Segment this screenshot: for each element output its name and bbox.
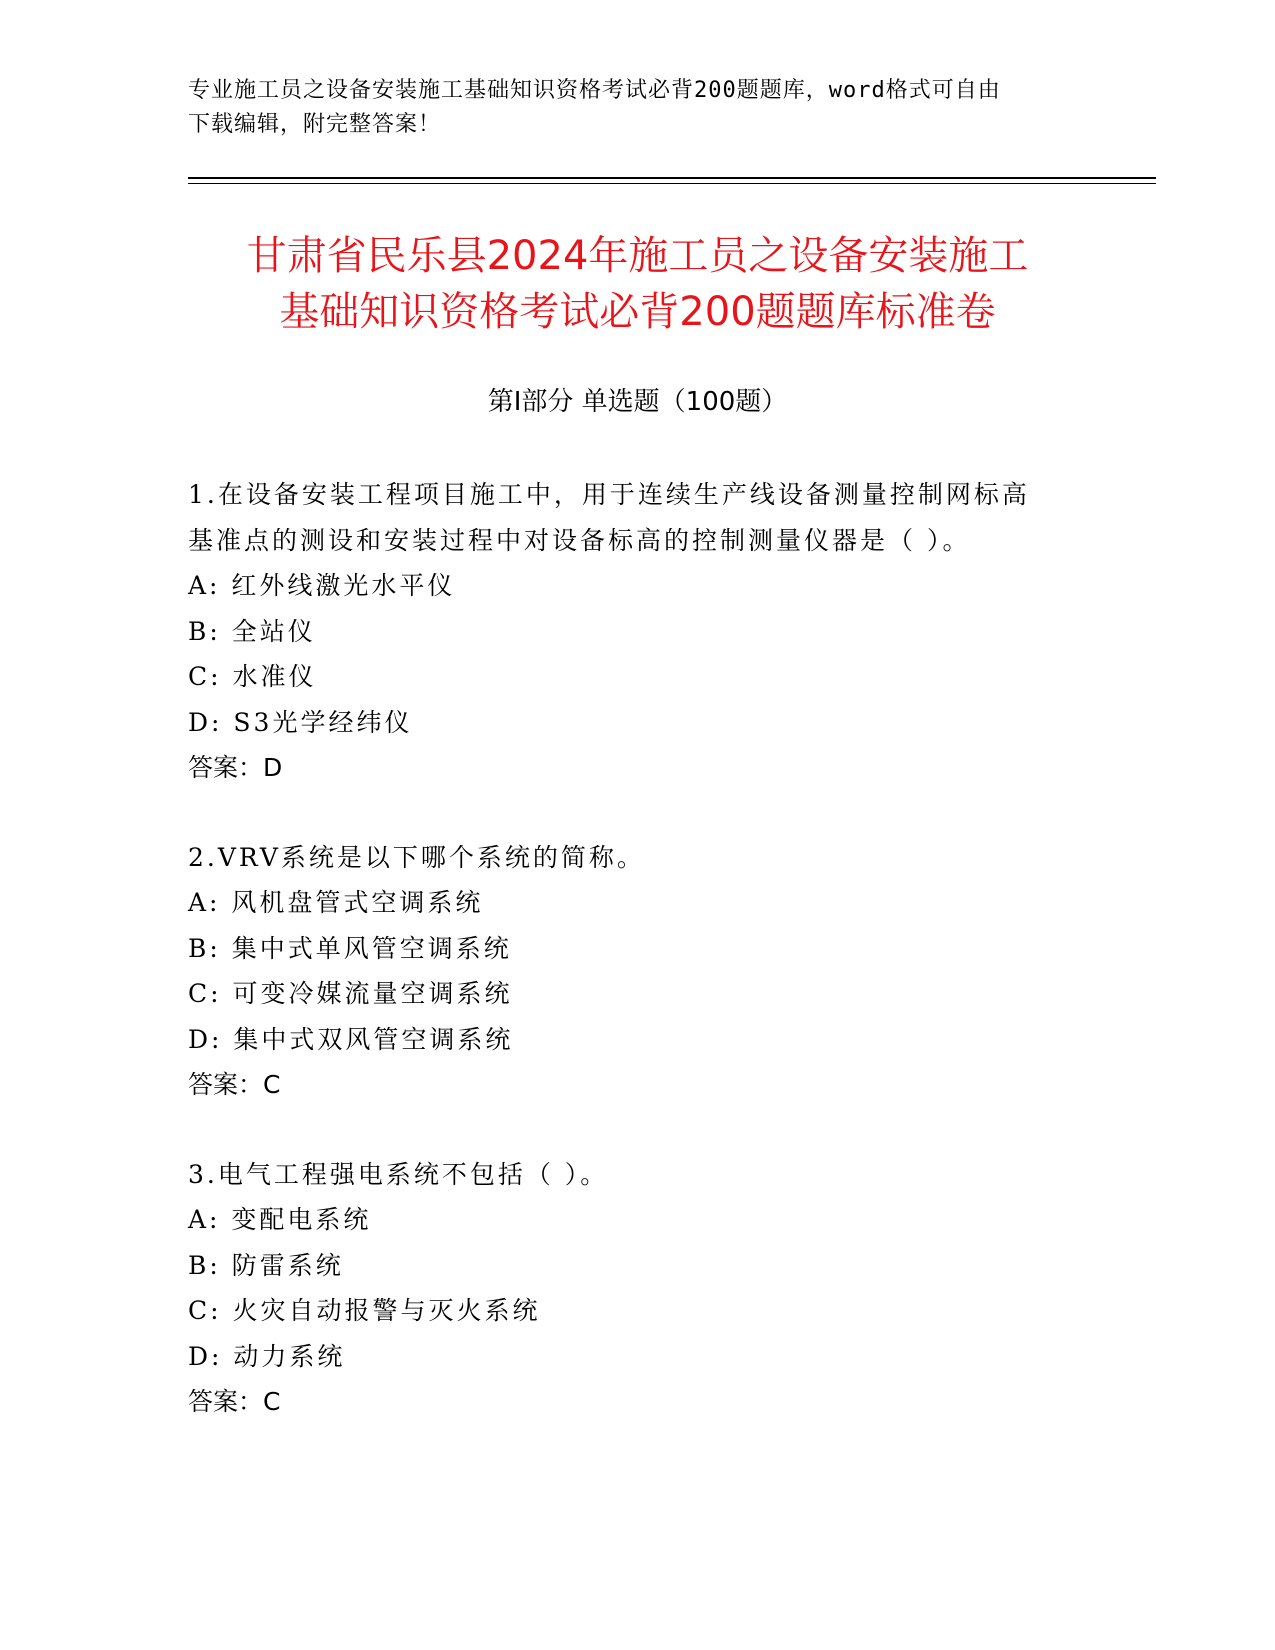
- answer: 答案：D: [188, 753, 283, 782]
- question-list: [188, 472, 1088, 1425]
- header-divider-thick: [188, 177, 1156, 179]
- option-b: B: 全站仪: [188, 616, 316, 646]
- document-title: [140, 228, 1135, 340]
- header-note: [188, 74, 1088, 142]
- option-c: C: 水准仪: [188, 662, 317, 691]
- option-c: C: 火灾自动报警与灭火系统: [188, 1296, 541, 1325]
- option-d: D: 动力系统: [188, 1341, 346, 1371]
- document-title-line-1: 甘肃省民乐县2024年施工员之设备安装施工: [246, 233, 1029, 279]
- option-a: A: 风机盘管式空调系统: [188, 888, 484, 917]
- header-note-line-2: 下载编辑，附完整答案！: [188, 112, 442, 137]
- document-title-line-2: 基础知识资格考试必背200题题库标准卷: [279, 289, 996, 335]
- option-d: D: 集中式双风管空调系统: [188, 1024, 514, 1054]
- question-stem: 3.电气工程强电系统不包括（ ）。: [188, 1159, 609, 1189]
- answer: 答案：C: [188, 1070, 281, 1099]
- header-note-line-1: 专业施工员之设备安装施工基础知识资格考试必背200题题库，word格式可自由: [188, 78, 1001, 103]
- option-b: B: 集中式单风管空调系统: [188, 933, 512, 963]
- option-c: C: 可变冷媒流量空调系统: [188, 979, 513, 1008]
- header-divider-thin: [188, 183, 1156, 184]
- option-a: A: 红外线激光水平仪: [188, 571, 456, 600]
- question-3: [188, 1152, 1088, 1425]
- option-b: B: 防雷系统: [188, 1250, 344, 1280]
- section-title: 第Ⅰ部分 单选题（100题）: [487, 387, 788, 417]
- answer: 答案：C: [188, 1387, 281, 1416]
- question-stem: 1.在设备安装工程项目施工中，用于连续生产线设备测量控制网标高: [188, 480, 1030, 509]
- question-2: [188, 835, 1088, 1108]
- option-d: D: S3光学经纬仪: [188, 707, 413, 737]
- question-1: [188, 472, 1088, 791]
- option-a: A: 变配电系统: [188, 1205, 372, 1234]
- question-stem-continued: 基准点的测设和安装过程中对设备标高的控制测量仪器是（ ）。: [188, 525, 971, 555]
- question-stem: 2.VRV系统是以下哪个系统的简称。: [188, 842, 645, 872]
